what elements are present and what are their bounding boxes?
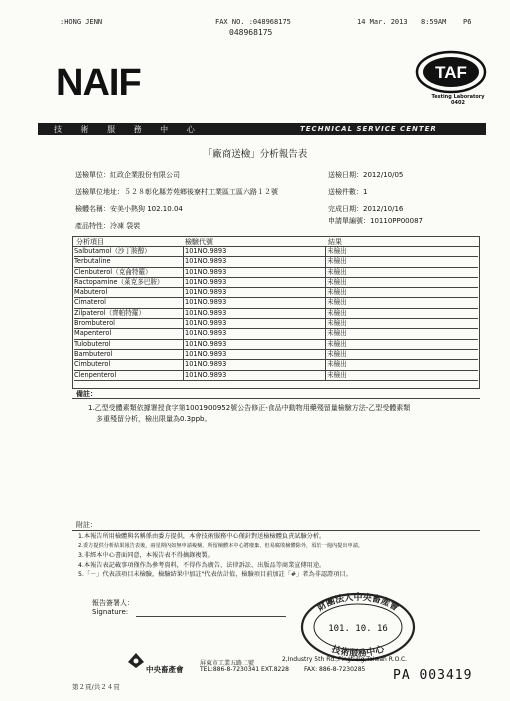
service-center-banner — [38, 123, 486, 135]
taf-caption: Testing Laboratory 0402 — [431, 94, 485, 106]
footnote-divider — [72, 530, 480, 531]
table-row — [74, 257, 478, 267]
table-row — [74, 298, 478, 308]
analysis-item: Clenbuterol（克侖特羅） — [74, 267, 184, 277]
analysis-item: Zilpaterol（齊帕特羅） — [74, 308, 184, 318]
analysis-item: Tulobuterol — [74, 339, 184, 349]
test-result: 未檢出 — [326, 329, 479, 339]
footnote-1: 1.本報告所用檢體與名稱係由委方提供，本會技術服務中心僅針對送檢檢體負責試驗分析。 — [78, 533, 326, 540]
test-result: 未檢出 — [326, 288, 479, 298]
table-right-border — [479, 236, 480, 388]
table-row — [74, 360, 478, 370]
info-complete-date: 完成日期：2012/10/16 — [328, 205, 404, 213]
fax-number-label: FAX NO. :048968175 — [215, 18, 291, 26]
page-number: 第２頁/共２４頁 — [72, 683, 120, 691]
taf-logo-text: TAF — [435, 63, 467, 82]
table-bottom-border — [72, 388, 480, 389]
test-code: 101NO.9893 — [184, 267, 326, 277]
banner-en: TECHNICAL SERVICE CENTER — [300, 125, 437, 133]
signature-line — [136, 616, 286, 617]
results-table — [74, 247, 478, 381]
footer-org: 中央畜產會 — [146, 665, 184, 674]
analysis-item: Mabuterol — [74, 288, 184, 298]
table-row — [74, 277, 478, 287]
test-result: 未檢出 — [326, 370, 479, 380]
report-title: 「廠商送檢」分析報告表 — [202, 149, 308, 160]
test-code: 101NO.9893 — [184, 298, 326, 308]
footer-fax: FAX: 886-8-7230285 — [304, 666, 366, 673]
test-result: 未檢出 — [326, 257, 479, 267]
remarks-line-1: 1.乙型受體素類依據署授食字第1001900952號公告修正-食品中動物用藥殘留量檢驗方法-乙型受體素類 — [88, 404, 411, 412]
seal-top-text: 財團法人中央畜產會 — [315, 593, 401, 614]
footnote-4: 4.本報告表記載事項僅作為參考資料，不得作為廣告、法律訴訟、出版品等商業宣傳用途。 — [78, 561, 326, 569]
footer-address: 屏東市工業五路二號 — [200, 660, 255, 667]
signer-label: 報告簽署人： — [92, 599, 134, 607]
analysis-item: Cimaterol — [74, 298, 184, 308]
test-code: 101NO.9893 — [184, 349, 326, 359]
test-result: 未檢出 — [326, 308, 479, 318]
info-submit-date: 送檢日期：2012/10/05 — [328, 171, 404, 179]
footer-address-en: 2,Industry 5th Rd.,Pingtung,Taiwan R.O.C. — [282, 656, 408, 663]
column-header-item: 分析項目 — [76, 238, 104, 246]
test-code: 101NO.9893 — [184, 370, 326, 380]
info-product-feature: 產品特性：冷凍 袋裝 — [75, 222, 141, 230]
column-header-result: 結果 — [328, 238, 342, 246]
remarks-line-2: 多重殘留分析，檢出限量為0.3ppb。 — [96, 415, 212, 423]
info-applicant: 送檢單位：紅政企業股份有限公司 — [75, 171, 180, 179]
analysis-item: Clenpenterol — [74, 370, 184, 380]
test-result: 未檢出 — [326, 267, 479, 277]
fax-page: P6 — [463, 18, 472, 26]
table-row — [74, 247, 478, 257]
footnote-3: 3.非經本中心書面同意，本報告表不得摘錄複製。 — [78, 552, 214, 560]
analysis-item: Brombuterol — [74, 319, 184, 329]
test-code: 101NO.9893 — [184, 277, 326, 287]
analysis-item: Ractopamine（萊克多巴胺） — [74, 277, 184, 287]
table-row — [74, 339, 478, 349]
test-result: 未檢出 — [326, 247, 479, 257]
table-row — [74, 349, 478, 359]
serial-number: PA 003419 — [393, 668, 473, 683]
test-code: 101NO.9893 — [184, 257, 326, 267]
table-row — [74, 267, 478, 277]
test-code: 101NO.9893 — [184, 308, 326, 318]
fax-time: 8:59AM — [421, 18, 447, 26]
test-result: 未檢出 — [326, 319, 479, 329]
test-code: 101NO.9893 — [184, 329, 326, 339]
footer-tel: TEL:886-8-7230341 EXT.8228 — [200, 666, 289, 673]
test-result: 未檢出 — [326, 339, 479, 349]
test-code: 101NO.9893 — [184, 319, 326, 329]
info-application-no: 申請單編號：10110PP00087 — [328, 217, 423, 225]
test-code: 101NO.9893 — [184, 360, 326, 370]
analysis-item: Salbutamol（沙丁胺醇） — [74, 247, 184, 257]
test-result: 未檢出 — [326, 360, 479, 370]
analysis-item: Bambuterol — [74, 349, 184, 359]
footnote-list — [78, 532, 488, 580]
org-logo-icon — [126, 650, 146, 670]
fax-date: 14 Mar. 2013 — [357, 18, 408, 26]
table-left-border — [72, 236, 73, 388]
info-sample-count: 送檢件數：1 — [328, 188, 368, 196]
footnote-5: 5.「－」代表該項目未檢驗，檢驗結果中加註"代表估計值，檢驗項目前加註「#」者為非認證項目。 — [78, 571, 352, 579]
test-result: 未檢出 — [326, 349, 479, 359]
fax-number-handwritten: 048968175 — [229, 28, 273, 37]
remarks-label: 備註： — [76, 390, 97, 398]
table-row — [74, 308, 478, 318]
banner-cn: 技 術 服 務 中 心 — [54, 125, 203, 134]
info-sample-name: 檢體名稱：安美小熱狗 102.10.04 — [75, 205, 183, 213]
footnote-2: 2.委方提供分析結果報告表後，兩星期內如無申請複檢，所留檢體本中心將廢棄，但易腐敗檢體除外，須於一週內提出申請。 — [78, 542, 364, 549]
test-code: 101NO.9893 — [184, 288, 326, 298]
signer-label-en: Signature: — [92, 608, 129, 616]
analysis-item: Cimbuterol — [74, 360, 184, 370]
table-top-border — [72, 236, 480, 237]
table-row — [74, 329, 478, 339]
seal-bottom-text: 技術服務中心 — [330, 644, 386, 660]
official-seal — [300, 592, 416, 662]
analysis-item: Terbutaline — [74, 257, 184, 267]
table-row — [74, 319, 478, 329]
test-result: 未檢出 — [326, 277, 479, 287]
footnote-label: 附註： — [76, 521, 97, 529]
analysis-item: Mapenterol — [74, 329, 184, 339]
column-header-code: 檢驗代號 — [185, 238, 213, 246]
naif-logo: NAIF — [56, 62, 141, 104]
info-address: 送檢單位地址：５２８彰化縣芳苑鄉後寮村工業區工區六路１２號 — [75, 188, 278, 196]
test-result: 未檢出 — [326, 298, 479, 308]
test-code: 101NO.9893 — [184, 247, 326, 257]
table-row — [74, 288, 478, 298]
seal-date: 101. 10. 16 — [328, 624, 388, 634]
remarks-divider — [72, 398, 480, 399]
test-code: 101NO.9893 — [184, 339, 326, 349]
table-row — [74, 370, 478, 380]
fax-sender: :HONG JENN — [60, 18, 103, 26]
